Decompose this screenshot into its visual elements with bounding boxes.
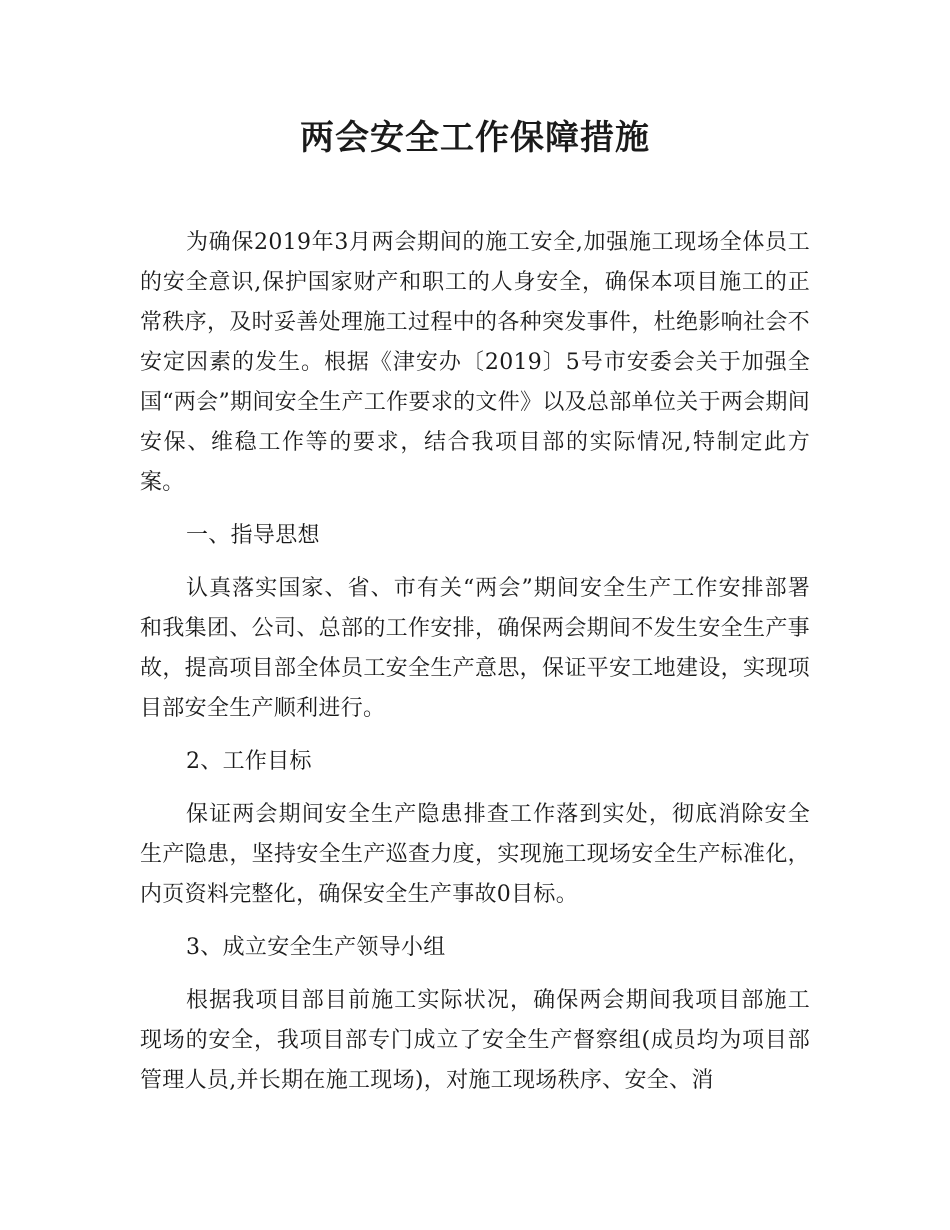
document-title: 两会安全工作保障措施 [300,118,650,158]
work-goals-paragraph: 保证两会期间安全生产隐患排查工作落到实处，彻底消除安全生产隐患，坚持安全生产巡查力度，实现施工现场安全生产标准化，内页资料完整化，确保安全生产事故0目标。 [140,802,810,907]
section-heading-work-goals: 2、工作目标 [186,749,312,774]
section-heading-guiding-ideology: 一、指导思想 [186,523,320,548]
document-body [140,223,810,1101]
section-heading-leadership-group: 3、成立安全生产领导小组 [186,935,446,960]
guiding-ideology-paragraph: 认真落实国家、省、市有关“两会”期间安全生产工作安排部署和我集团、公司、总部的工作安排，确保两会期间不发生安全生产事故，提高项目部全体员工安全生产意思，保证平安工地建设，实现项目部安全生产顺利进行。 [140,576,810,721]
intro-paragraph: 为确保2019年3月两会期间的施工安全,加强施工现场全体员工的安全意识,保护国家财产和职工的人身安全，确保本项目施工的正常秩序，及时妥善处理施工过程中的各种突发事件，杜绝影响社会不安定因素的发生。根据《津安办〔2019〕5号市安委会关于加强全国“两会”期间安全生产工作要求的文件》以及总部单位关于两会期间安保、维稳工作等的要求，结合我项目部的实际情况,特制定此方案。 [140,230,810,495]
leadership-group-paragraph: 根据我项目部目前施工实际状况，确保两会期间我项目部施工现场的安全，我项目部专门成立了安全生产督察组(成员均为项目部管理人员,并长期在施工现场)，对施工现场秩序、安全、消 [140,988,810,1093]
